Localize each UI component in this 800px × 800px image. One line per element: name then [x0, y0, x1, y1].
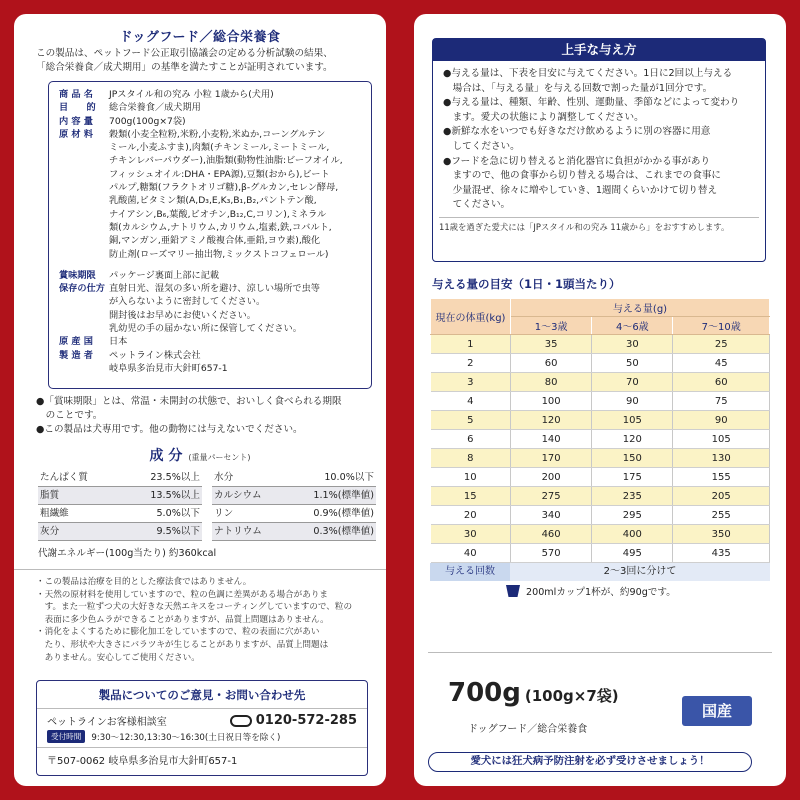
- header-weight: 現在の体重(kg): [431, 299, 511, 335]
- spec-row-content: 内 容 量 700g(100g×7袋): [59, 115, 186, 127]
- left-panel: [14, 14, 386, 786]
- contact-title: 製品についてのご意見・お問い合わせ先: [98, 688, 306, 702]
- right-panel: [414, 14, 786, 786]
- amount-cell: 120: [511, 411, 592, 430]
- nutrition-row: カルシウム 1.1%(標準値): [212, 487, 376, 505]
- amount-cell: 50: [592, 354, 673, 373]
- spec-row-storage: 保存の仕方 直射日光、湿気の多い所を避け、涼しい場所で虫等 が入らないように密封してください。 開封後はお早めにお使いください。 乳幼児の手の届かない所に保管してください。: [59, 282, 363, 335]
- amount-cell: 105: [592, 411, 673, 430]
- nutrition-row: 水分 10.0%以下: [212, 469, 376, 487]
- weight-cell: 5: [431, 411, 511, 430]
- amount-cell: 90: [592, 392, 673, 411]
- amount-cell: 155: [673, 468, 770, 487]
- weight-cell: 1: [431, 335, 511, 354]
- howto-line: ます。愛犬の状態により調整してください。: [443, 111, 644, 123]
- weight-cell: 4: [431, 392, 511, 411]
- weight-cell: 8: [431, 449, 511, 468]
- spec-box: [48, 81, 372, 389]
- intro-line: 「総合栄養食／成犬期用」の基準を満たすことが証明されています。: [36, 62, 333, 73]
- amount-cell: 350: [673, 525, 770, 544]
- weight-cell: 30: [431, 525, 511, 544]
- nutrition-row: ナトリウム 0.3%(標準値): [212, 523, 376, 541]
- feeding-count-label: 与える回数: [430, 563, 510, 581]
- amount-cell: 130: [673, 449, 770, 468]
- howto-line: てください。: [443, 199, 511, 211]
- amount-cell: 205: [673, 487, 770, 506]
- spec-row-origin: 原 産 国 日本: [59, 336, 128, 348]
- quality-notes: ・この製品は治療を目的とした療法食ではありません。 ・天然の原材料を使用していますので、粒の色調に差異がある場合がありま す。また一粒ずつ犬の大好きな天然エキスをコーティングしていますので、粒の 表面に多少色ムラができることがありますが、品質上問題はありません。 ・消化をよくするために膨化加工をしていますので、粒の表面に穴があい たり、形状や大きさにバラツキが生じることがありますが、品質上問題は ありません。安心してご使用ください。: [14, 569, 386, 664]
- amount-cell: 105: [673, 430, 770, 449]
- energy-value: 代謝エネルギー(100g当たり) 約360kcal: [38, 548, 217, 559]
- amount-cell: 255: [673, 506, 770, 525]
- amount-cell: 75: [673, 392, 770, 411]
- measuring-cup-icon: [506, 585, 520, 597]
- amount-cell: 60: [673, 373, 770, 392]
- hours-label: 受付時間: [47, 730, 85, 743]
- howto-line: ●与える量は、種類、年齢、性別、運動量、季節などによって変わり: [443, 97, 740, 109]
- table-row: [431, 449, 770, 468]
- amount-cell: 175: [592, 468, 673, 487]
- amount-cell: 235: [592, 487, 673, 506]
- feeding-howto-box: [432, 38, 766, 262]
- weight-cell: 15: [431, 487, 511, 506]
- amount-cell: 120: [592, 430, 673, 449]
- contact-address: 〒507-0062 岐阜県多治見市大針町657-1: [37, 747, 367, 767]
- storage-line: 直射日光、湿気の多い所を避け、涼しい場所で虫等: [109, 283, 320, 295]
- ingredient-line: ミール,小麦ふすま),肉類(チキンミール,ミートミール,: [109, 142, 330, 154]
- ingredient-line: 防止剤(ローズマリー抽出物,ミックストコフェロール): [109, 248, 329, 260]
- storage-line: 開封後はお早めにお使いください。: [109, 309, 256, 321]
- divider: [428, 652, 772, 653]
- amount-cell: 400: [592, 525, 673, 544]
- spec-row-maker: 製 造 者 ペットライン株式会社 岐阜県多治見市大針町657-1: [59, 349, 363, 376]
- product-type-title: ドッグフード／総合栄養食: [119, 30, 281, 45]
- expiry-notes: ●「賞味期限」とは、常温・未開封の状態で、おいしく食べられる期限 のことです。 ●この製品は犬専用です。他の動物には与えないでください。: [36, 396, 342, 435]
- amount-cell: 170: [511, 449, 592, 468]
- howto-line: ますので、他の食事から切り替える場合は、これまでの食事に: [443, 170, 722, 182]
- net-weight: 700g (100g×7袋): [448, 678, 619, 708]
- table-row: [431, 487, 770, 506]
- domestic-badge: 国産: [682, 696, 752, 726]
- senior-recommendation: 11歳を過ぎた愛犬には「JPスタイル和の究み 11歳から」をおすすめします。: [439, 217, 759, 233]
- howto-line: 少量混ぜ、徐々に増やしていき、1週間くらいかけて切り替え: [443, 184, 718, 196]
- storage-line: が入らないように密封してください。: [109, 296, 266, 308]
- table-row: [431, 411, 770, 430]
- amount-cell: 80: [511, 373, 592, 392]
- table-row: [431, 468, 770, 487]
- table-row: [431, 544, 770, 563]
- amount-cell: 570: [511, 544, 592, 563]
- storage-line: 乳幼児の手の届かない所に保管してください。: [109, 323, 302, 335]
- ingredient-line: パルプ,糖類(フラクトオリゴ糖),β-グルカン,セレン酵母,: [109, 182, 339, 194]
- amount-cell: 45: [673, 354, 770, 373]
- maker-address: 岐阜県多治見市大針町657-1: [109, 362, 228, 374]
- intro-line: この製品は、ペットフード公正取引協議会の定める分析試験の結果、: [36, 48, 333, 59]
- spec-row-ingredients: 原 材 料 穀類(小麦全粒粉,米粉,小麦粉,米ぬか,コーングルテン ミール,小麦ふすま),肉類(チキンミール,ミートミール, チキンレバーパウダー),油脂類(動物性油脂:ビーフオイル, フィッシュオイル:DHA・EPA源),豆類(おから),ビート パルプ,糖類(フラクトオリゴ糖),β-グルカン,セレン酵母, 乳酸菌,ビタミン類(A,D₃,E,K₃,B₁,B₂,パントテン酸, ナイアシン,B₆,葉酸,ビオチン,B₁₂,C,コリン),ミネラル 類(カルシウム,ナトリウム,カリウム,塩素,鉄,コバルト, 銅,マンガン,亜鉛アミノ酸複合体,亜鉛,ヨウ素),酸化 防止剤(ローズマリー抽出物,ミックストコフェロール): [59, 128, 363, 261]
- amount-cell: 295: [592, 506, 673, 525]
- rabies-notice: 愛犬には狂犬病予防注射を必ず受けさせましょう！: [428, 752, 752, 772]
- amount-cell: 435: [673, 544, 770, 563]
- spec-row-purpose: 目 的 総合栄養食／成犬期用: [59, 102, 201, 114]
- weight-cell: 3: [431, 373, 511, 392]
- amount-cell: 460: [511, 525, 592, 544]
- table-row: [431, 506, 770, 525]
- howto-line: 場合は、「与える量」を与える回数で割った量が1回分です。: [443, 82, 713, 94]
- amount-cell: 25: [673, 335, 770, 354]
- free-dial-icon: [230, 715, 252, 727]
- header-age: 4～6歳: [592, 317, 673, 335]
- nutrition-row: 脂質 13.5%以上: [38, 487, 202, 505]
- certification-text: [14, 45, 386, 75]
- spec-row-expiry: 賞味期限 パッケージ裏面上部に記載: [59, 269, 220, 281]
- product-type-subtitle: ドッグフード／総合栄養食: [468, 724, 588, 735]
- amount-cell: 35: [511, 335, 592, 354]
- ingredient-line: フィッシュオイル:DHA・EPA源),豆類(おから),ビート: [109, 168, 330, 180]
- contact-box: [36, 680, 368, 776]
- amount-cell: 100: [511, 392, 592, 411]
- amount-cell: 140: [511, 430, 592, 449]
- ingredient-line: 穀類(小麦全粒粉,米粉,小麦粉,米ぬか,コーングルテン: [109, 128, 326, 140]
- header-age: 7～10歳: [673, 317, 770, 335]
- ingredient-line: チキンレバーパウダー),油脂類(動物性油脂:ビーフオイル,: [109, 155, 343, 167]
- table-row: [431, 392, 770, 411]
- feeding-count-value: 2～3回に分けて: [510, 563, 770, 581]
- nutrition-table: [38, 469, 376, 541]
- ingredient-line: 乳酸菌,ビタミン類(A,D₃,E,K₃,B₁,B₂,パントテン酸,: [109, 195, 317, 207]
- howto-line: ●新鮮な水をいつでも好きなだけ飲めるように別の容器に用意: [443, 126, 711, 138]
- contact-phone: 0120-572-285: [255, 713, 357, 728]
- ingredient-line: ナイアシン,B₆,葉酸,ビオチン,B₁₂,C,コリン),ミネラル: [109, 208, 327, 220]
- hours-value: 9:30～12:30,13:30～16:30(土日祝日等を除く): [91, 732, 281, 743]
- howto-line: ●与える量は、下表を目安に与えてください。1日に2回以上与える: [443, 68, 733, 79]
- maker-name: ペットライン株式会社: [109, 349, 201, 361]
- weight-cell: 6: [431, 430, 511, 449]
- table-row: [431, 525, 770, 544]
- weight-cell: 2: [431, 354, 511, 373]
- howto-title: 上手な与え方: [433, 39, 765, 61]
- table-row: [431, 335, 770, 354]
- header-amount: 与える量(g): [511, 299, 770, 317]
- table-row: [431, 373, 770, 392]
- table-row: [431, 430, 770, 449]
- howto-line: してください。: [443, 140, 520, 152]
- ingredient-line: 類(カルシウム,ナトリウム,カリウム,塩素,鉄,コバルト,: [109, 221, 332, 233]
- feeding-table: [430, 298, 770, 563]
- contact-desk: ペットラインお客様相談室: [47, 717, 167, 728]
- amount-cell: 200: [511, 468, 592, 487]
- amount-cell: 150: [592, 449, 673, 468]
- nutrition-row: 灰分 9.5%以下: [38, 523, 202, 541]
- feeding-count-row: [430, 563, 770, 581]
- nutrition-row: 粗繊維 5.0%以下: [38, 505, 202, 523]
- feeding-guide-title: 与える量の目安（1日・1頭当たり）: [432, 277, 621, 291]
- weight-cell: 20: [431, 506, 511, 525]
- amount-cell: 60: [511, 354, 592, 373]
- nutrition-row: たんぱく質 23.5%以上: [38, 469, 202, 487]
- weight-cell: 40: [431, 544, 511, 563]
- cup-note: 200mlカップ1杯が、約90gです。: [506, 584, 786, 598]
- header-age: 1～3歳: [511, 317, 592, 335]
- amount-cell: 30: [592, 335, 673, 354]
- spec-row-name: 商 品 名 JPスタイル和の究み 小粒 1歳から(犬用): [59, 89, 274, 100]
- amount-cell: 70: [592, 373, 673, 392]
- nutrition-row: リン 0.9%(標準値): [212, 505, 376, 523]
- amount-cell: 275: [511, 487, 592, 506]
- nutrition-title: 成 分 (重量パーセント): [149, 448, 251, 464]
- weight-cell: 10: [431, 468, 511, 487]
- amount-cell: 90: [673, 411, 770, 430]
- amount-cell: 340: [511, 506, 592, 525]
- ingredient-line: 銅,マンガン,亜鉛アミノ酸複合体,亜鉛,ヨウ素),酸化: [109, 235, 321, 247]
- amount-cell: 495: [592, 544, 673, 563]
- howto-line: ●フードを急に切り替えると消化器官に負担がかかる事があり: [443, 155, 711, 167]
- table-row: [431, 354, 770, 373]
